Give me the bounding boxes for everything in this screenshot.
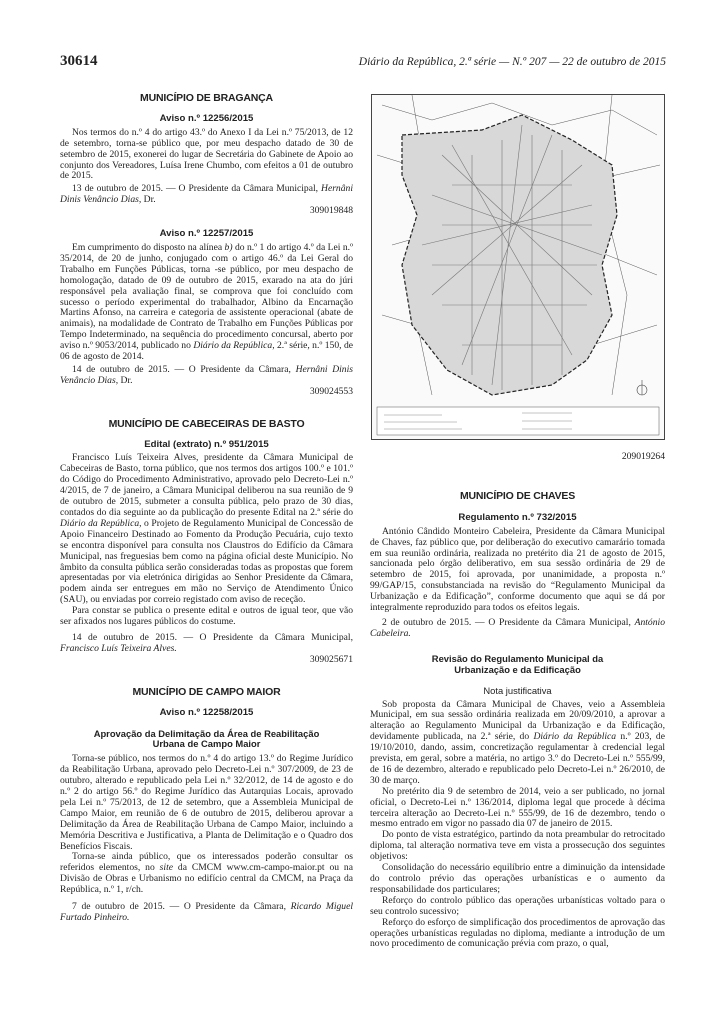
regulamento-732-signature: 2 de outubro de 2015. — O Presidente da Câmara Municipal, António Cabeleira.	[370, 616, 665, 639]
revisao-title: Revisão do Regulamento Municipal da Urbanização e da Edificação	[431, 652, 604, 675]
left-column	[60, 88, 353, 924]
aviso-12258-body-2: Torna-se ainda público, que os interessados poderão consultar os referidos elementos, no site da CMCM www.cm-campo-maior.pt ou na Divisão de Obras e Urbanismo no edifício central da CMCM, na Praça da República, n.º 1, r/ch.	[60, 851, 353, 896]
nota-body-6: Reforço do esforço de simplificação dos procedimentos de aprovação das operações urbanísticas reguladas no diploma, mediante a introdução de um novo procedimento de comunicação prévia com prazo, o qual,	[370, 916, 665, 950]
aviso-12256-body: Nos termos do n.º 4 do artigo 43.º do Anexo I da Lei n.º 75/2013, de 12 de setembro, torna-se público que, por meu despacho datado de 30 de setembro de 2015, exonerei do lugar de Secretária do Gabinete de Apoio ao conjunto dos Vereadores, Luísa Irene Chumbo, com efeitos a 01 de outubro de 2015.	[60, 126, 353, 182]
nota-body-2: No pretérito dia 9 de setembro de 2014, veio a ser publicado, no jornal oficial, o Decreto-Lei n.º 136/2014, diploma legal que procede à décima terceira alteração ao Decreto-Lei n.º 555/99, de 16 de dezembro, tendo o mesmo entrado em vigor no passado dia 07 de janeiro de 2015.	[370, 785, 665, 830]
aviso-12256-code: 309019848	[309, 205, 353, 217]
aviso-12257-code: 309024553	[309, 385, 353, 397]
campo-maior-heading: MUNICÍPIO DE CAMPO MAIOR	[132, 685, 281, 698]
nota-justificativa-title: Nota justificativa	[483, 684, 552, 696]
cabeceiras-heading: MUNICÍPIO DE CABECEIRAS DE BASTO	[108, 417, 305, 430]
aviso-12258-body: Torna-se público, nos termos do n.º 4 do artigo 13.º do Regime Jurídico da Reabilitação Urbana, aprovado pelo Decreto-Lei n.º 307/2009, de 23 de outubro, alterado e republicado pela Lei n.º 32/2012, de 14 de agosto e do n.º 2 do artigo 56.º do Regime Jurídico das Autarquias Locais, aprovado pela Lei n.º 75/2013, de 12 de setembro, que a Assembleia Municipal de Campo Maior, em reunião de 6 de outubro de 2015, deliberou aprovar a Delimitação da Área de Reabilitação Urbana de Campo Maior, incluindo a Memória Descritiva e Justificativa, a Planta de Delimitação e o Quadro dos Benefícios Fiscais.	[60, 753, 353, 852]
edital-951-code: 309025671	[309, 653, 353, 665]
aviso-12258-signature: 7 de outubro de 2015. — O Presidente da Câmara, Ricardo Miguel Furtado Pinheiro.	[60, 901, 354, 923]
regulamento-732-body: António Cândido Monteiro Cabeleira, Presidente da Câmara Municipal de Chaves, faz público que, por deliberação do executivo camarário tomada em sua reunião ordinária, realizada no pretérito dia 21 de agosto de 2015, sancionada pelo órgão deliberativo, em sua sessão ordinária de 29 de setembro de 2015, foi aprovada, por unanimidade, a proposta n.º 99/GAP/15, consubstanciada na revisão do “Regulamento Municipal da Urbanização e da Edificação”, conforme documento que aqui se dá por integralmente reproduzido para todos os efeitos legais.	[370, 525, 665, 614]
nota-body-3: Do ponto de vista estratégico, partindo da nota preambular do retrocitado diploma, tal alteração normativa teve em vista a prossecução dos seguintes objetivos:	[370, 829, 665, 863]
edital-951-body: Francisco Luís Teixeira Alves, presidente da Câmara Municipal de Cabeceiras de Basto, torna público, que nos termos dos artigos 100.º e 101.º do Código do Procedimento Administrativo, aprovado pelo Decreto-Lei n.º 4/2015, de 7 de janeiro, a Câmara Municipal deliberou na sua reunião de 9 de outubro de 2015, submeter a consulta pública, pelo prazo de 30 dias, contados do dia seguinte ao da publicação do presente Edital na 2.ª série do Diário da República, o Projeto de Regulamento Municipal de Concessão de Apoio Financeiro Destinado ao Fomento da Produção Pecuária, cujo texto se encontra disponível para consulta nos Claustros do Edifício da Câmara Municipal, nas freguesias bem como na página oficial deste Município. No âmbito da consulta pública serão consideradas todas as propostas que forem apresentadas por via eletrónica dirigidas ao Senhor Presidente da Câmara, podem ainda ser entregues em mão no Serviço de Atendimento Único (SAU), ou enviadas por correio registado com aviso de receção.	[60, 452, 354, 606]
aviso-12257-body: Em cumprimento do disposto na alínea b) do n.º 1 do artigo 4.º da Lei n.º 35/2014, de 20 de junho, conjugado com o artigo 46.º da Lei Geral do Trabalho em Funções Públicas, torna -se público, por meu despacho de homologação, datado de 09 de outubro de 2015, exarado na ata do júri responsável pela avaliação final, se comprova que foi concluído com sucesso o período experimental do trabalhador, Albino da Encarnação Martins Afonso, na carreira e categoria de assistente operacional (abate de animais), na modalidade de Contrato de Trabalho em Funções Públicas por Tempo Indeterminado, na sequência do procedimento concursal, aberto por aviso n.º 9053/2014, publicado no Diário da República, 2.ª série, n.º 150, de 06 de agosto de 2014.	[60, 241, 354, 363]
aviso-12256-title: Aviso n.º 12256/2015	[159, 112, 254, 124]
aviso-12257-title: Aviso n.º 12257/2015	[159, 228, 254, 240]
aviso-12258-subtitle: Aprovação da Delimitação da Área de Reabilitação Urbana de Campo Maior	[93, 727, 320, 750]
delimitation-map	[371, 94, 665, 440]
aviso-12256-signature: 13 de outubro de 2015. — O Presidente da Câmara Municipal, Hernâni Dinis Venâncio Dias, Dr.	[60, 183, 353, 206]
page-number: 30614	[60, 53, 98, 69]
nota-body-1: Sob proposta da Câmara Municipal de Chaves, veio a Assembleia Municipal, em sua sessão ordinária realizada em 20/09/2010, a aprovar a alteração ao Regulamento Municipal da Urbanização e da Edificação, devidamente publicada, na 2.ª série, do Diário da República n.º 203, de 19/10/2010, dando, assim, concretização regulamentar à credencial legal prevista, em geral, sobre a matéria, no artigo 3.º do Decreto-Lei n.º 555/99, de 16 de dezembro, alterado e republicado pelo Decreto-Lei n.º 26/2010, de 30 de março.	[370, 698, 665, 786]
map-code: 209019264	[621, 451, 665, 462]
chaves-heading: MUNICÍPIO DE CHAVES	[459, 489, 576, 502]
nota-body-4: Consolidação do necessário equilíbrio entre a diminuição da intensidade do controlo prévio das operações urbanísticas e o aumento da responsabilidade dos particulares;	[370, 862, 665, 895]
aviso-12257-signature: 14 de outubro de 2015. — O Presidente da Câmara, Hernâni Dinis Venâncio Dias, Dr.	[60, 363, 353, 386]
edital-951-body-2: Para constar se publica o presente edital e outros de igual teor, que vão ser afixados nos lugares públicos do costume.	[60, 605, 353, 628]
braganca-heading: MUNICÍPIO DE BRAGANÇA	[140, 92, 273, 104]
regulamento-732-title: Regulamento n.º 732/2015	[458, 511, 577, 523]
right-column	[370, 452, 665, 950]
journal-header: Diário da República, 2.ª série — N.º 207 — 22 de outubro de 2015	[358, 56, 666, 68]
edital-951-title: Edital (extrato) n.º 951/2015	[144, 438, 269, 450]
edital-951-signature: 14 de outubro de 2015. — O Presidente da Câmara Municipal, Francisco Luís Teixeira Alves.	[60, 631, 353, 654]
nota-body-5: Reforço do controlo público das operações urbanísticas voltado para o seu controlo sucessivo;	[370, 894, 665, 917]
map-drawing	[372, 95, 664, 439]
aviso-12258-title: Aviso n.º 12258/2015	[159, 706, 254, 718]
